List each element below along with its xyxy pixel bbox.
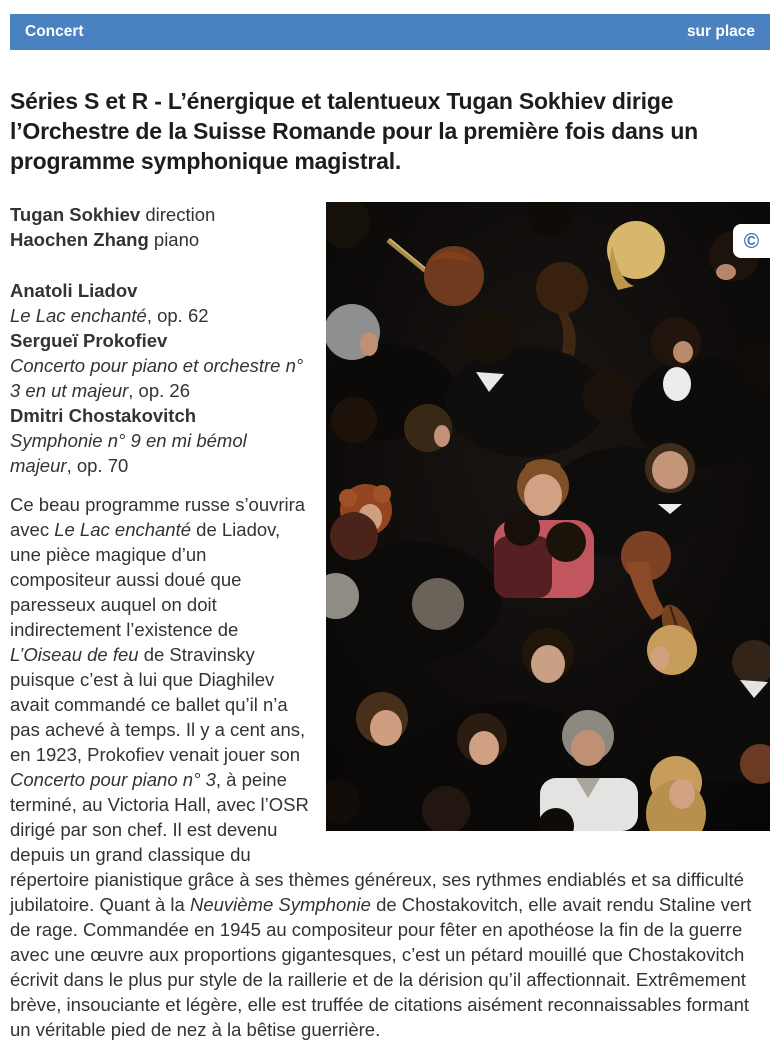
concert-details — [10, 202, 770, 1042]
description-text: Ce beau programme russe s’ouvrira avec Le Lac enchanté de Liadov, une pièce magique d’un compositeur aussi doué que paresseux auquel on doit indirectement l’existence de L’Oiseau de feu de Stravinsky puisque c’est à lui que Diaghilev avait commandé ce ballet qu’il n’a pas achevé à temps. Il y a cent ans, en 1923, Prokofiev venait jouer son Concerto pour piano n° 3, à peine terminé, au Victoria Hall, avec l’OSR dirigé par son chef. Il est devenu depuis un grand classique du répertoire pianistique grâce à ses thèmes généreux, ses rythmes endiablés et sa difficulté jubilatoire. Quant à la Neuvième Symphonie de Chostakovitch, elle avait rendu Staline vert de rage. Commandée en 1945 au compositeur pour fêter en apothéose la fin de la guerre avec une œuvre aux proportions gigantesques, c’est un pétard mouillé que Chostakovitch écrivit dans le plus pur style de la raillerie et de la dérision qu’il affectionnait. Extrêmement brève, insouciante et légère, elle est truffée de citations aisément reconnaissables formant un véritable pied de nez à la bêtise guerrière. — [10, 494, 752, 1040]
concert-photo — [326, 202, 770, 831]
copyright-icon: © — [743, 229, 760, 253]
work-opus: , op. 62 — [146, 305, 209, 326]
location-label: sur place — [686, 23, 755, 40]
orchestra-crowd-illustration — [326, 202, 770, 831]
performer-role: piano — [148, 229, 200, 250]
work-title: Symphonie n° 9 en mi bémol majeur — [10, 430, 247, 476]
performer-name: Haochen Zhang — [10, 229, 149, 250]
work-opus: , op. 70 — [66, 455, 129, 476]
category-label: Concert — [25, 23, 84, 40]
performer-role: direction — [140, 204, 216, 225]
page-title: Séries S et R - L’énergique et talentueux Tugan Sokhiev dirige l’Orchestre de la Suisse Romande pour la première fois dans un programme symphonique magistral. — [10, 88, 699, 174]
work-title: Le Lac enchanté — [10, 305, 147, 326]
composer-name: Dmitri Chostakovitch — [10, 405, 197, 426]
performer-name: Tugan Sokhiev — [10, 204, 141, 225]
composer-name: Anatoli Liadov — [10, 280, 138, 301]
composer-name: Sergueï Prokofiev — [10, 330, 168, 351]
copyright-badge[interactable] — [733, 224, 770, 258]
work-title: Concerto pour piano et orchestre n° 3 en ut majeur — [10, 355, 304, 401]
category-bar — [10, 14, 770, 50]
work-opus: , op. 26 — [128, 380, 190, 401]
